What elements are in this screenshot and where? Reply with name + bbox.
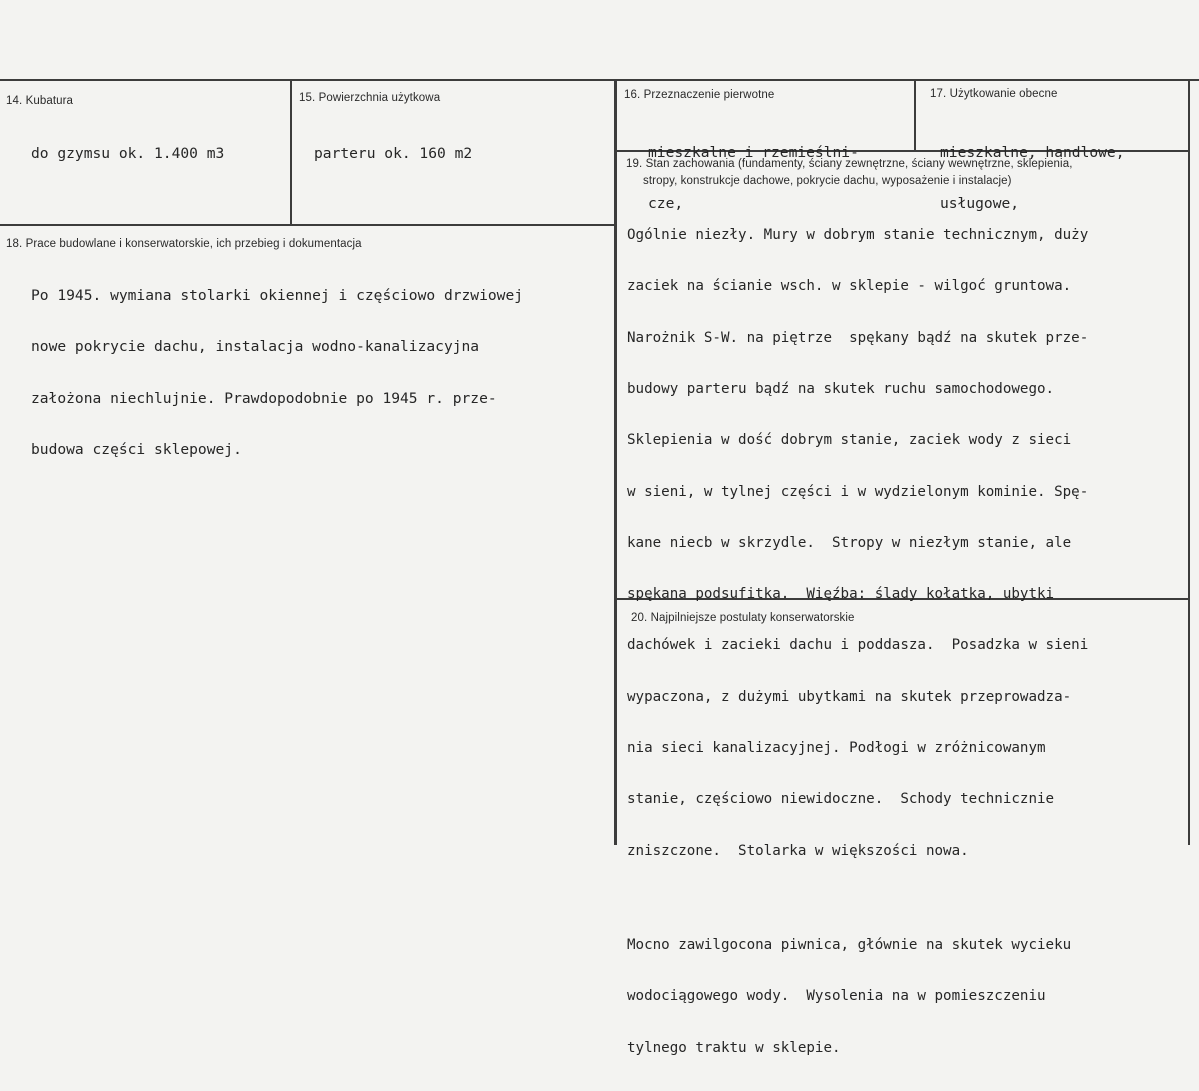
- przeznaczenie-line: cze,: [648, 195, 684, 213]
- line-below-14-15: [0, 224, 615, 226]
- stan-line: dachówek i zacieki dachu i poddasza. Posadzka w sieni: [627, 637, 1089, 654]
- przeznaczenie-label: 16. Przeznaczenie pierwotne: [624, 89, 775, 101]
- stan-line: wypaczona, z dużymi ubytkami na skutek przeprowadza-: [627, 688, 1072, 705]
- uzytkowanie-line: usługowe,: [940, 195, 1020, 213]
- uzytkowanie-line: mieszkalne, handlowe,: [940, 144, 1125, 162]
- stan-zachowania-label-2: stropy, konstrukcje dachowe, pokrycie dachu, wyposażenie i instalacje): [643, 175, 1012, 187]
- stan-line: budowy parteru bądź na skutek ruchu samochodowego.: [627, 381, 1055, 398]
- paragraph-gap: [627, 894, 1088, 903]
- stan-line: Ogólnie niezły. Mury w dobrym stanie technicznym, duży: [627, 227, 1089, 244]
- powierzchnia-label: 15. Powierzchnia użytkowa: [299, 92, 441, 104]
- divider-left-right: [614, 81, 617, 845]
- stan-line: wodociągowego wody. Wysolenia na w pomieszczeniu: [627, 988, 1046, 1005]
- prace-budowlane-text: [31, 253, 523, 492]
- stan-line: zaciek na ścianie wsch. w sklepie - wilgoć gruntowa.: [627, 278, 1072, 295]
- top-border-line: [0, 79, 1199, 81]
- divider-14-15: [290, 81, 292, 226]
- prace-budowlane-label: 18. Prace budowlane i konserwatorskie, ich przebieg i dokumentacja: [6, 238, 362, 250]
- stan-line: Sklepienia w dość dobrym stanie, zaciek wody z sieci: [627, 432, 1072, 449]
- stan-line: Mocno zawilgocona piwnica, głównie na skutek wycieku: [627, 937, 1072, 954]
- prace-line: założona niechlujnie. Prawdopodobnie po 1945 r. prze-: [31, 389, 497, 407]
- kubatura-label: 14. Kubatura: [6, 95, 74, 107]
- prace-line: budowa części sklepowej.: [31, 441, 242, 459]
- stan-line: zniszczone. Stolarka w większości nowa.: [627, 842, 969, 859]
- stan-line: spękana podsufitka. Więźba: ślady kołatka, ubytki: [627, 586, 1055, 603]
- kubatura-line: do gzymsu ok. 1.400 m3: [31, 145, 225, 163]
- divider-16-17: [914, 81, 916, 152]
- uzytkowanie-label: 17. Użytkowanie obecne: [930, 88, 1058, 100]
- stan-line: stanie, częściowo niewidoczne. Schody technicznie: [627, 791, 1055, 808]
- stan-zachowania-text: [627, 193, 1088, 1091]
- postulaty-label: 20. Najpilniejsze postulaty konserwatorskie: [631, 612, 855, 624]
- stan-line: tylnego traktu w sklepie.: [627, 1039, 841, 1056]
- kubatura-value: [31, 111, 224, 196]
- stan-line: kane niecb w skrzydle. Stropy w niezłym stanie, ale: [627, 534, 1072, 551]
- przeznaczenie-line: mieszkalne i rzemieślni-: [648, 144, 859, 162]
- prace-line: Po 1945. wymiana stolarki okiennej i częściowo drzwiowej: [31, 287, 524, 305]
- prace-line: nowe pokrycie dachu, instalacja wodno-kanalizacyjna: [31, 338, 480, 356]
- powierzchnia-line: parteru ok. 160 m2: [314, 145, 473, 163]
- stan-line: Narożnik S-W. na piętrze spękany bądź na skutek prze-: [627, 329, 1089, 346]
- right-border-line: [1188, 81, 1190, 845]
- stan-line: nia sieci kanalizacyjnej. Podłogi w zróżnicowanym: [627, 740, 1046, 756]
- stan-zachowania-label-1: 19. Stan zachowania (fundamenty, ściany zewnętrzne, ściany wewnętrzne, sklepienia,: [626, 158, 1073, 170]
- stan-line: w sieni, w tylnej części i w wydzielonym kominie. Spę-: [627, 483, 1089, 500]
- powierzchnia-value: [314, 111, 472, 196]
